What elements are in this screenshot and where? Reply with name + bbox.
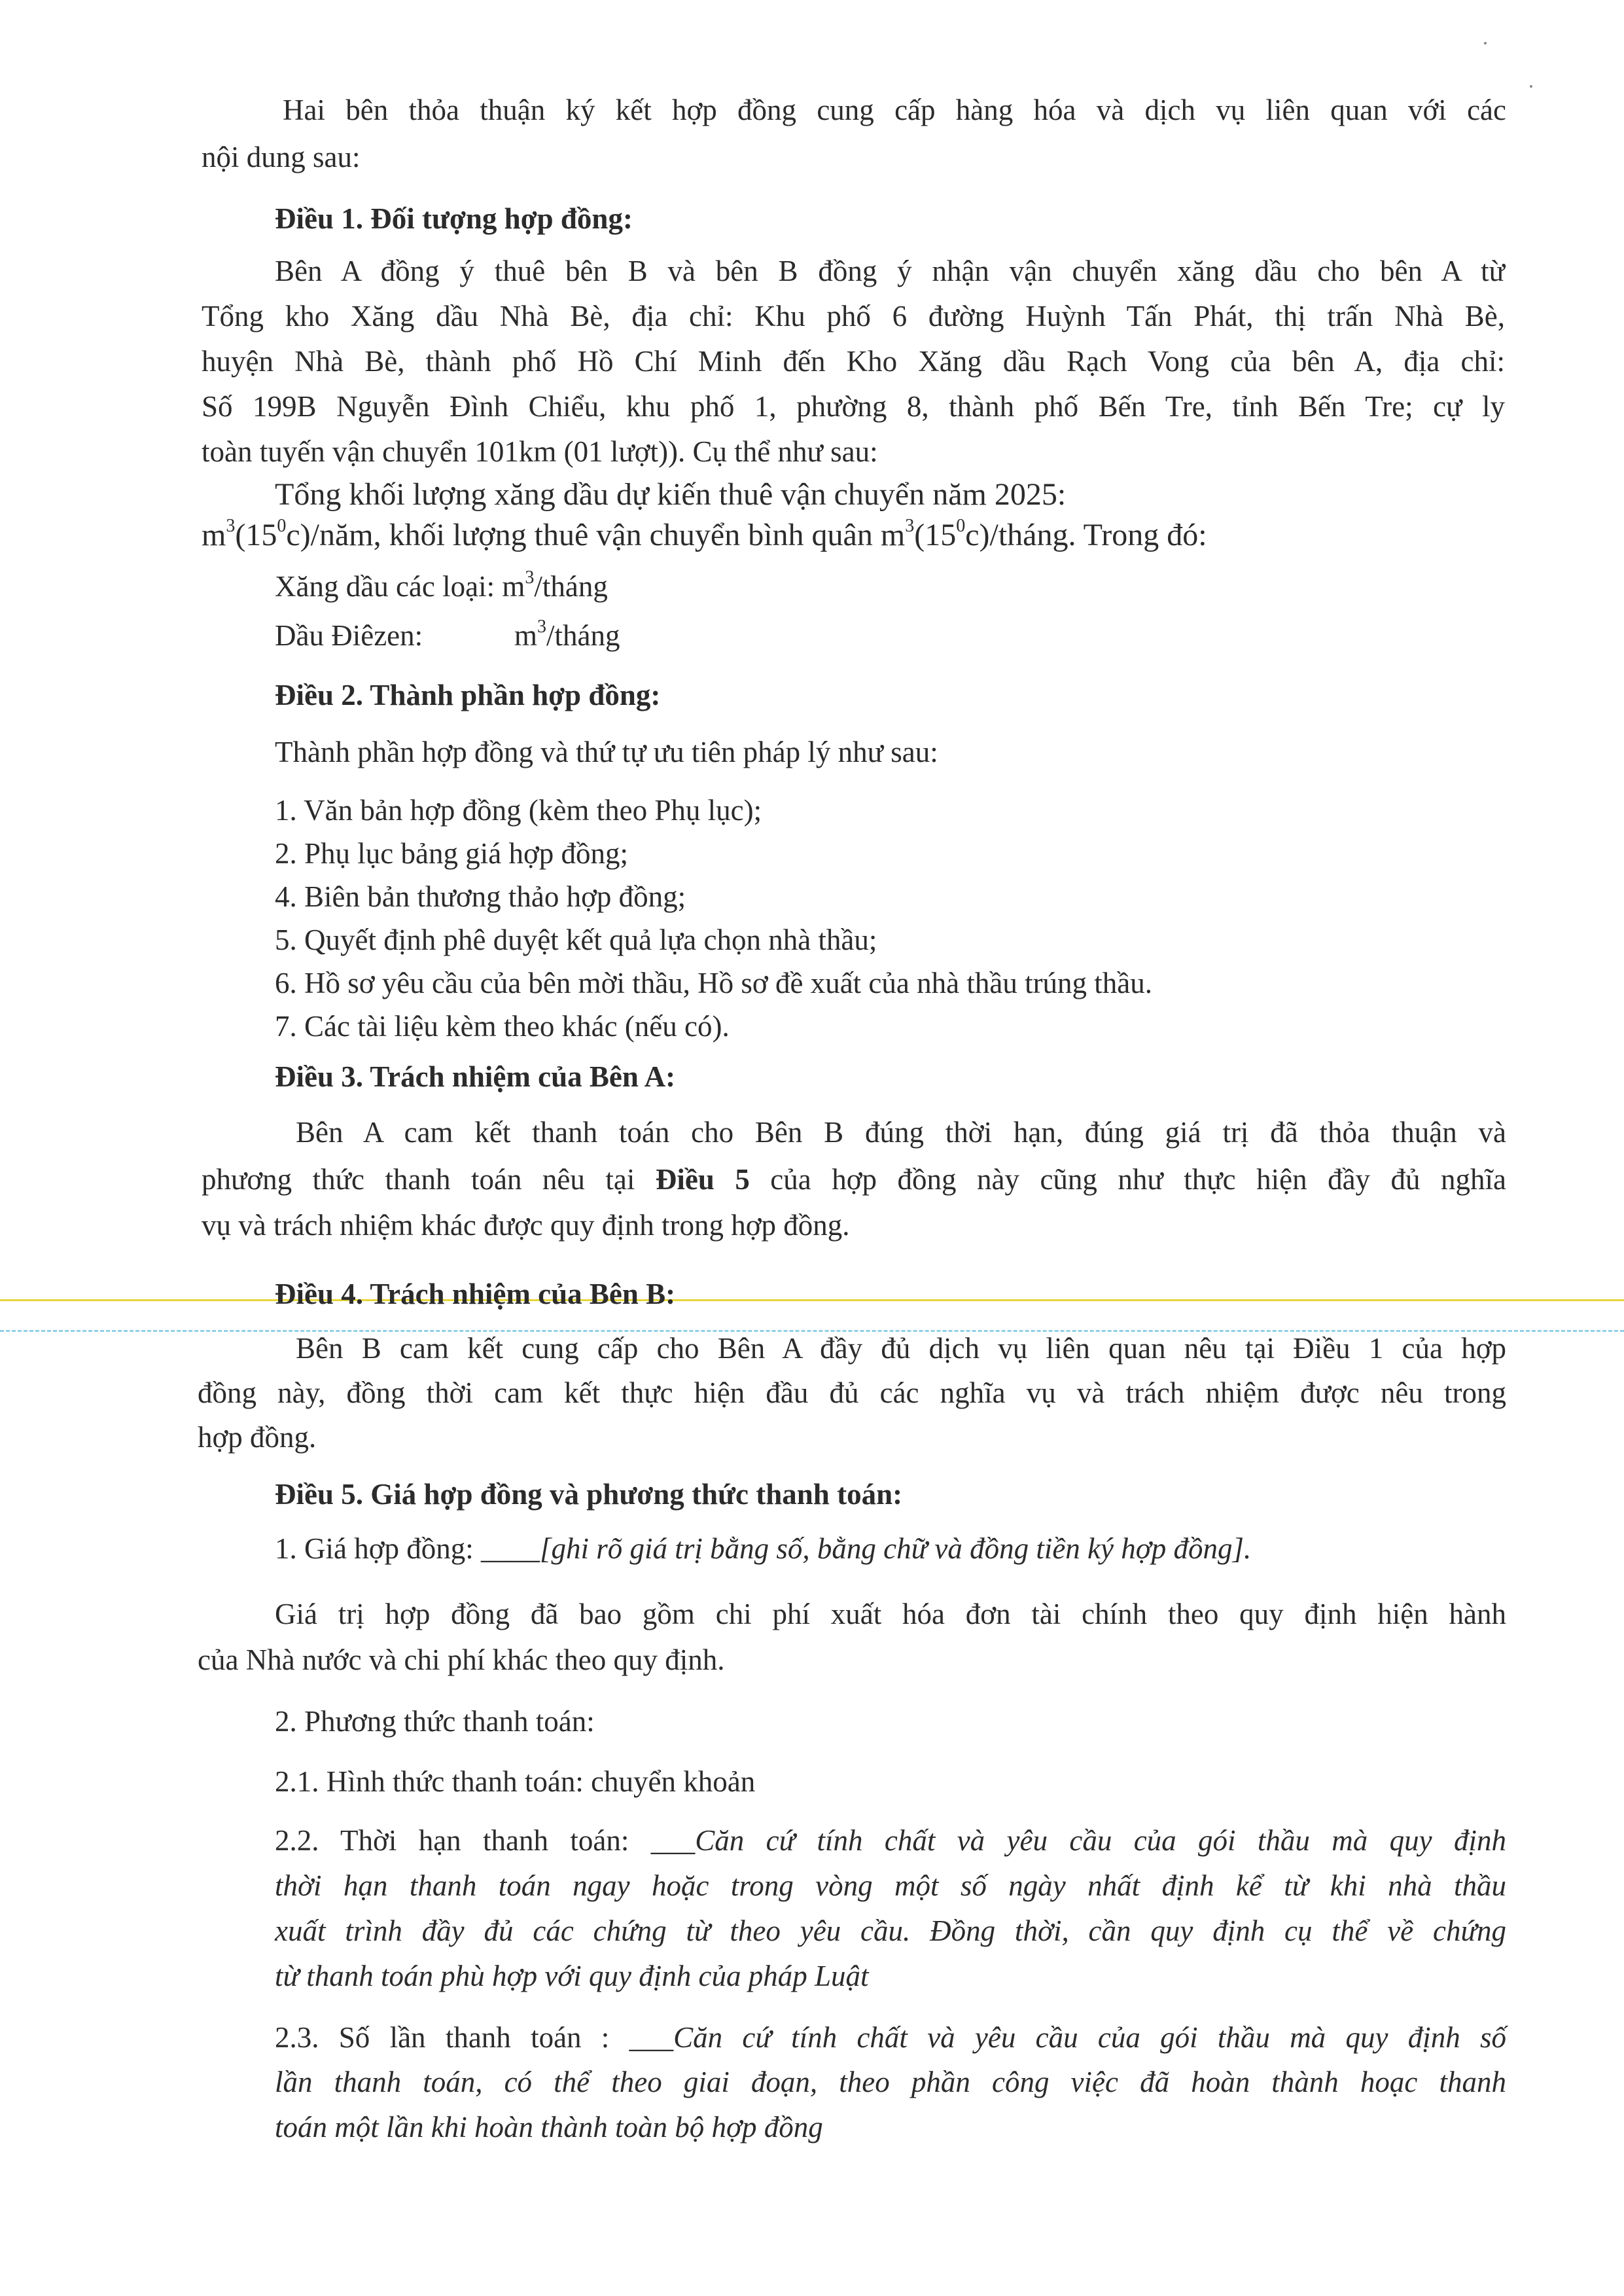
article-1-paragraph-line-4: Số 199B Nguyễn Đình Chiểu, khu phố 1, phường 8, thành phố Bến Tre, tỉnh Bến Tre; cự ly [202, 390, 1505, 423]
payment-term-line-2: thời hạn thanh toán ngay hoặc trong vòng một số ngày nhất định kể từ khi nhà thầu [275, 1869, 1506, 1902]
text: c)/tháng. Trong đó: [965, 518, 1207, 552]
article-1-paragraph-line-2: Tổng kho Xăng dầu Nhà Bè, địa chỉ: Khu phố 6 đường Huỳnh Tấn Phát, thị trấn Nhà Bè, [202, 300, 1505, 332]
contract-price-line [275, 1530, 1251, 1567]
superscript: 3 [525, 567, 535, 588]
diesel-value [514, 617, 620, 654]
text: /tháng [534, 570, 608, 603]
article-2-intro: Thành phần hợp đồng và thứ tự ưu tiên pháp lý như sau: [275, 736, 938, 768]
payment-method-heading: 2. Phương thức thanh toán: [275, 1705, 595, 1738]
diesel-item [275, 617, 620, 654]
text: (15 [235, 518, 277, 552]
article-2-item: 5. Quyết định phê duyệt kết quả lựa chọn nhà thầu; [275, 924, 877, 956]
scan-speck [1484, 42, 1487, 45]
article-2-item: 6. Hồ sơ yêu cầu của bên mời thầu, Hồ sơ đề xuất của nhà thầu trúng thầu. [275, 967, 1153, 999]
scan-speck [1530, 85, 1532, 88]
payment-term-line-1 [275, 1822, 1506, 1859]
text: 2.3. Số lần thanh toán : [275, 2021, 629, 2054]
text: (15 [914, 518, 957, 552]
scan-artifact-line [0, 1299, 1624, 1301]
price-instruction: [ghi rõ giá trị bằng số, bằng chữ và đồng tiền ký hợp đồng]. [540, 1532, 1252, 1565]
article-1-paragraph-line-5: toàn tuyến vận chuyển 101km (01 lượt)). Cụ thể như sau: [202, 435, 878, 468]
article-2-item: 1. Văn bản hợp đồng (kèm theo Phụ lục); [275, 794, 762, 827]
intro-line-2: nội dung sau: [202, 141, 361, 173]
text: c)/năm, khối lượng thuê vận chuyển bình quân m [286, 518, 906, 552]
blank: ___ [650, 1824, 696, 1857]
article-4-heading: Điều 4. Trách nhiệm của Bên B: [275, 1278, 676, 1310]
article-3-line-3: vụ và trách nhiệm khác được quy định trong hợp đồng. [202, 1209, 850, 1242]
text: /tháng [546, 619, 620, 652]
article-5-reference: Điều 5 [655, 1163, 750, 1196]
payment-count-line-2: lần thanh toán, có thể theo giai đoạn, theo phần công việc đã hoàn thành hoạc thanh [275, 2066, 1506, 2098]
superscript: 3 [905, 516, 915, 536]
text: phương thức thanh toán nêu tại [202, 1163, 656, 1196]
article-3-line-2 [202, 1161, 1506, 1198]
unit-m: m [202, 518, 226, 552]
intro-line-1: Hai bên thỏa thuận ký kết hợp đồng cung cấp hàng hóa và dịch vụ liên quan với các [283, 94, 1506, 126]
text: Căn cứ tính chất và yêu cầu của gói thầu mà quy định [695, 1824, 1506, 1857]
payment-count-line-1 [275, 2019, 1506, 2056]
article-3-heading: Điều 3. Trách nhiệm của Bên A: [275, 1060, 676, 1093]
article-4-line-1: Bên B cam kết cung cấp cho Bên A đầy đủ dịch vụ liên quan nêu tại Điều 1 của hợp [296, 1332, 1506, 1365]
superscript: 0 [956, 516, 966, 536]
text: của hợp đồng này cũng như thực hiện đầy đủ nghĩa [749, 1163, 1506, 1196]
superscript: 0 [277, 516, 287, 536]
text: Căn cứ tính chất và yêu cầu của gói thầu mà quy định số [673, 2021, 1506, 2054]
article-1-heading: Điều 1. Đối tượng hợp đồng: [275, 202, 633, 235]
payment-term-line-3: xuất trình đầy đủ các chứng từ theo yêu cầu. Đồng thời, cần quy định cụ thể về chứng [275, 1914, 1506, 1947]
article-2-heading: Điều 2. Thành phần hợp đồng: [275, 679, 661, 711]
total-volume-line-1: Tổng khối lượng xăng dầu dự kiến thuê vận chuyển năm 2025: [275, 477, 1067, 512]
article-3-line-1: Bên A cam kết thanh toán cho Bên B đúng thời hạn, đúng giá trị đã thỏa thuận và [296, 1116, 1506, 1149]
text: 1. Giá hợp đồng: [275, 1532, 482, 1565]
article-2-item: 4. Biên bản thương thảo hợp đồng; [275, 880, 686, 913]
payment-term-line-4: từ thanh toán phù hợp với quy định của pháp Luật [275, 1960, 869, 1992]
superscript: 3 [226, 516, 236, 536]
article-2-item: 7. Các tài liệu kèm theo khác (nếu có). [275, 1010, 730, 1043]
gasoline-item [275, 568, 608, 605]
article-4-line-3: hợp đồng. [198, 1421, 317, 1454]
diesel-label: Dầu Điêzen: [275, 619, 423, 652]
superscript: 3 [537, 617, 547, 637]
article-2-item: 2. Phụ lục bảng giá hợp đồng; [275, 837, 628, 870]
contract-value-line-1: Giá trị hợp đồng đã bao gồm chi phí xuất hóa đơn tài chính theo quy định hiện hành [275, 1598, 1506, 1630]
text: Xăng dầu các loại: m [275, 570, 525, 603]
text: 2.2. Thời hạn thanh toán: [275, 1824, 651, 1857]
payment-count-line-3: toán một lần khi hoàn thành toàn bộ hợp đồng [275, 2111, 823, 2144]
blank: ____ [481, 1532, 540, 1565]
article-4-line-2: đồng này, đồng thời cam kết thực hiện đầu đủ các nghĩa vụ và trách nhiệm được nêu trong [198, 1376, 1506, 1409]
contract-value-line-2: của Nhà nước và chi phí khác theo quy định. [198, 1643, 725, 1676]
article-5-heading: Điều 5. Giá hợp đồng và phương thức thanh toán: [275, 1478, 903, 1511]
article-1-paragraph-line-3: huyện Nhà Bè, thành phố Hồ Chí Minh đến Kho Xăng dầu Rạch Vong của bên A, địa chỉ: [202, 345, 1505, 378]
article-1-paragraph-line-1: Bên A đồng ý thuê bên B và bên B đồng ý nhận vận chuyển xăng dầu cho bên A từ [275, 255, 1505, 287]
blank: ___ [629, 2021, 674, 2054]
total-volume-line-2 [202, 517, 1207, 554]
text: m [514, 619, 538, 652]
payment-form: 2.1. Hình thức thanh toán: chuyển khoản [275, 1765, 756, 1798]
